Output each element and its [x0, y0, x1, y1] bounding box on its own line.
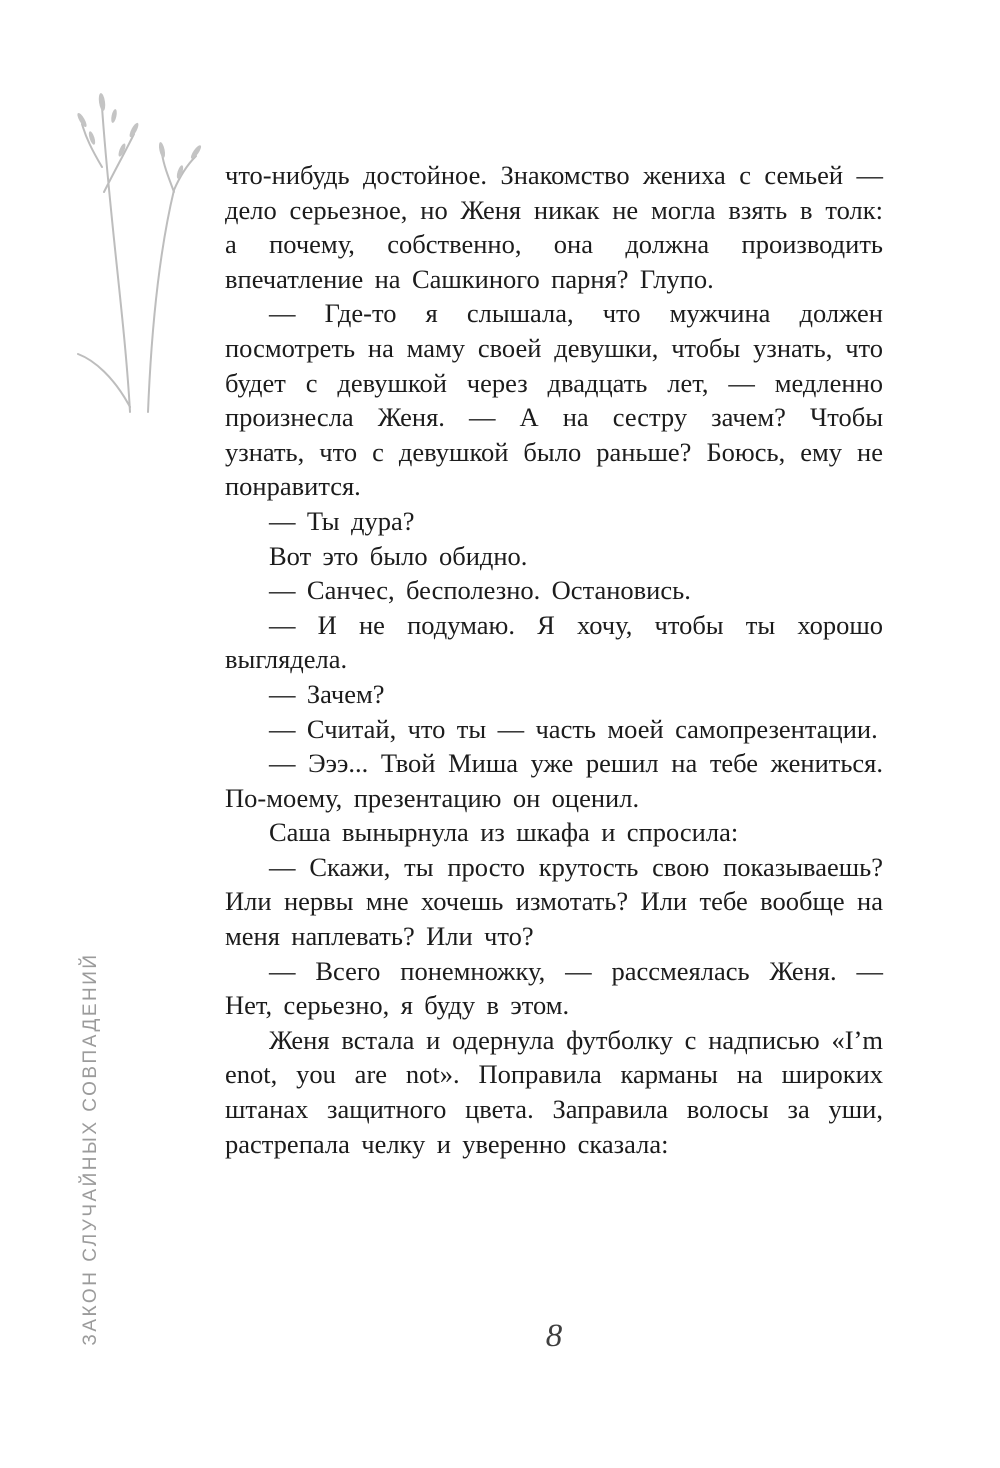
side-title: ЗАКОН СЛУЧАЙНЫХ СОВПАДЕНИЙ — [80, 952, 101, 1346]
paragraph: что-нибудь достойное. Знакомство жениха с семьей — дело серьезное, но Женя никак не могла взять в толк: а почему, собственно, она должна производить впечатление на Сашкиного парня? Глупо. — [225, 160, 883, 294]
grass-illustration-icon — [52, 72, 212, 417]
paragraph: Вот это было обидно. — [269, 540, 528, 571]
paragraph: Женя встала и одернула футболку с надписью «I’m enot, you are not». Поправила карманы на широких штанах защитного цвета. Заправила волосы за уши, растрепала челку и уверенно сказала: — [225, 1024, 883, 1159]
paragraph: Саша вынырнула из шкафа и спросила: — [269, 817, 739, 848]
page-number: 8 — [545, 1318, 563, 1354]
paragraph: — Ты дура? — [269, 505, 415, 536]
paragraph: — Считай, что ты — часть моей самопрезентации. — [269, 713, 878, 744]
paragraph: — И не подумаю. Я хочу, чтобы ты хорошо выглядела. — [225, 609, 883, 675]
paragraph: — Эээ... Твой Миша уже решил на тебе жениться. По-моему, презентацию он оценил. — [225, 748, 883, 813]
body-text — [225, 158, 883, 1161]
paragraph: — Всего понемножку, — рассмеялась Женя. — Нет, серьезно, я буду в этом. — [225, 955, 883, 1021]
paragraph: — Скажи, ты просто крутость свою показываешь? Или нервы мне хочешь измотать? Или тебе вообще на меня наплевать? Или что? — [225, 851, 883, 952]
paragraph: — Зачем? — [269, 678, 385, 709]
paragraph: — Санчес, бесполезно. Остановись. — [269, 575, 691, 606]
paragraph: — Где-то я слышала, что мужчина должен посмотреть на маму своей девушки, чтобы узнать, что будет с девушкой через двадцать лет, — медленно произнесла Женя. — А на сестру зачем? Чтобы узнать, что с девушкой было раньше? Боюсь, ему не понравится. — [225, 298, 883, 502]
